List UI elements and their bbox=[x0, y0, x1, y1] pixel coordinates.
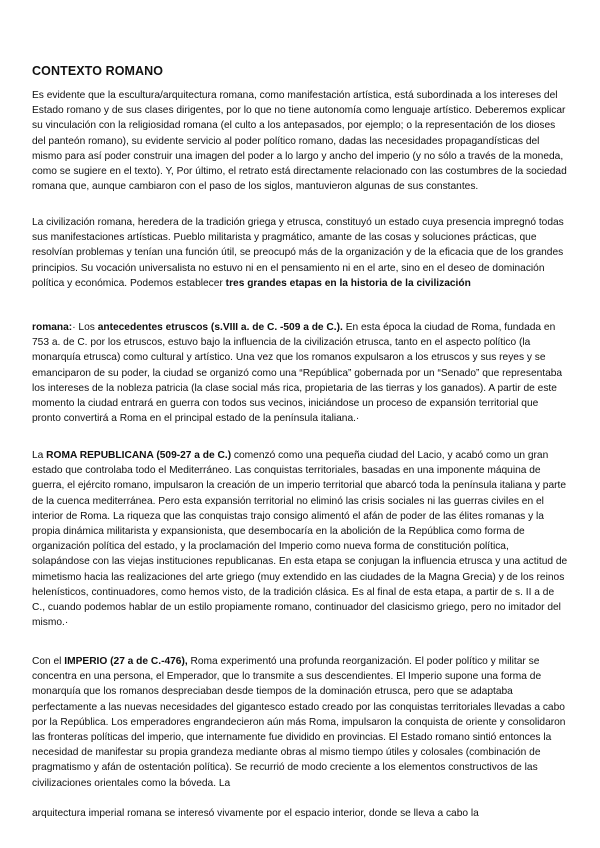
paragraph-text: Con el bbox=[32, 656, 65, 667]
paragraph-imperio bbox=[32, 654, 568, 791]
paragraph-text: comenzó como una pequeña ciudad del Lacio, y acabó como un gran estado que controlaba todo el Mediterráneo. Las conquistas territoriales, basadas en una imponente máquina de guerra, el ejército romano, impulsaron la creación de un imperio territorial que abarcó toda la península italiana y parte de la cuenca mediterránea. Pero esta expansión territorial no eliminó las crisis sociales ni las guerras civiles en el interior de Roma. La riqueza que las conquistas trajo consigo alimentó el afán de poder de las élites romanas y la propia dinámica militarista y expansionista, que desembocaría en la abolición de la República como forma de organización política del estado, y la proclamación del Imperio como nueva forma de constitución política, solapándose con las viejas instituciones republicanas. En esta etapa se conjugan la influencia etrusca y una actitud de mimetismo hacia las realizaciones del arte griego (muy extendido en las ciudades de la Magna Grecia) y de los reinos helenísticos, continuadores, como hemos visto, de la tradición clásica. Es al final de esta etapa, a partir de s. II a de C., cuando podemos hablar de un estilo propiamente romano, continuador del clasicismo griego, pero no imitador del mismo.· bbox=[32, 450, 568, 629]
paragraph-text: La civilización romana, heredera de la tradición griega y etrusca, constituyó un estado cuya presencia impregnó todas sus manifestaciones artísticas. Pueblo militarista y pragmático, amante de las cosas y soluciones prácticas, que resolvían problemas y tenían una función útil, se preocupó más de la organización y de la eficacia que de los grandes principios. Su vocación universalista no estuvo ni en el pensamiento ni en el arte, sino en el deseo de dominación política y económica. Podemos establecer bbox=[32, 217, 564, 289]
paragraph-republica bbox=[32, 448, 568, 630]
paragraph-text: Roma experimentó una profunda reorganización. El poder político y militar se concentra en una persona, el Emperador, que lo transmite a sus descendientes. El Imperio supone una forma de monarquía que los romanos despreciaban desde tiempos de la dominación etrusca, pero que se adaptaba perfectamente a las nuevas necesidades del gigantesco estado creado por las conquistas territoriales llevadas a cabo por la República. Los emperadores engrandecieron aún más Roma, impulsaron la conquista de oriente y consolidaron las fronteras políticas del imperio, que internamente fue dividido en provincias. El Estado romano sintió entonces la necesidad de manifestar su propia grandeza mediante obras al mismo tiempo útiles y colosales (combinación de pragmatismo y afán de ostentación política). Se recurrió de modo creciente a los elementos constructivos de las civilizaciones orientales como la bóveda. La bbox=[32, 656, 566, 789]
bold-heading-republica: ROMA REPUBLICANA (509-27 a de C.) bbox=[46, 450, 232, 461]
bold-phrase: romana: bbox=[32, 322, 73, 333]
bold-heading-imperio: IMPERIO (27 a de C.-476), bbox=[64, 656, 188, 667]
paragraph-civilizacion bbox=[32, 215, 568, 291]
paragraph-text: En esta época la ciudad de Roma, fundada en 753 a. de C. por los etruscos, estuvo bajo la influencia de la civilización etrusca, tanto en el aspecto político (la monarquía etrusca) como cultural y artístico. Una vez que los romanos expulsaron a los etruscos y sus reyes y se emanciparon de su poder, la ciudad se organizó como una “República” gobernada por un “Senado” que representaba los intereses de la nobleza patricia (la clase social más rica, propietaria de las tierras y los ganados). A partir de este momento la ciudad entrará en guerra con todos sus vecinos, iniciándose un proceso de expansión territorial que pronto convertirá a Roma en el principal estado de la península italiana.· bbox=[32, 322, 563, 425]
paragraph-etruscos bbox=[32, 320, 568, 426]
bold-phrase: tres grandes etapas en la historia de la civilización bbox=[225, 277, 471, 289]
paragraph-text: La bbox=[32, 450, 47, 461]
paragraph-intro: Es evidente que la escultura/arquitectura romana, como manifestación artística, está subordinada a los intereses del Estado romano y de sus clases dirigentes, por lo que no tiene autonomía como lenguaje artístico. Deberemos explicar su vinculación con la religiosidad romana (el culto a los antepasados, por ejemplo; o la representación de los dioses del panteón romano), su evidente servicio al poder político romano, dadas las necesidades propagandísticas del mismo para así poder construir una imagen del poder a lo largo y ancho del imperio (y no sólo a través de la moneda, como se sugiere en el texto). Y, Por último, el retrato está directamente relacionado con las costumbres de la sociedad romana que, aunque cambiaron con el paso de los siglos, mantuvieron algunas de sus constantes. bbox=[32, 90, 567, 193]
page-title: CONTEXTO ROMANO bbox=[32, 64, 164, 78]
paragraph-arquitectura: arquitectura imperial romana se interesó vivamente por el espacio interior, donde se lleva a cabo la bbox=[32, 808, 479, 819]
paragraph-text: · Los bbox=[72, 322, 98, 333]
bold-heading-etruscos: antecedentes etruscos (s.VIII a. de C. -509 a de C.). bbox=[97, 322, 343, 333]
